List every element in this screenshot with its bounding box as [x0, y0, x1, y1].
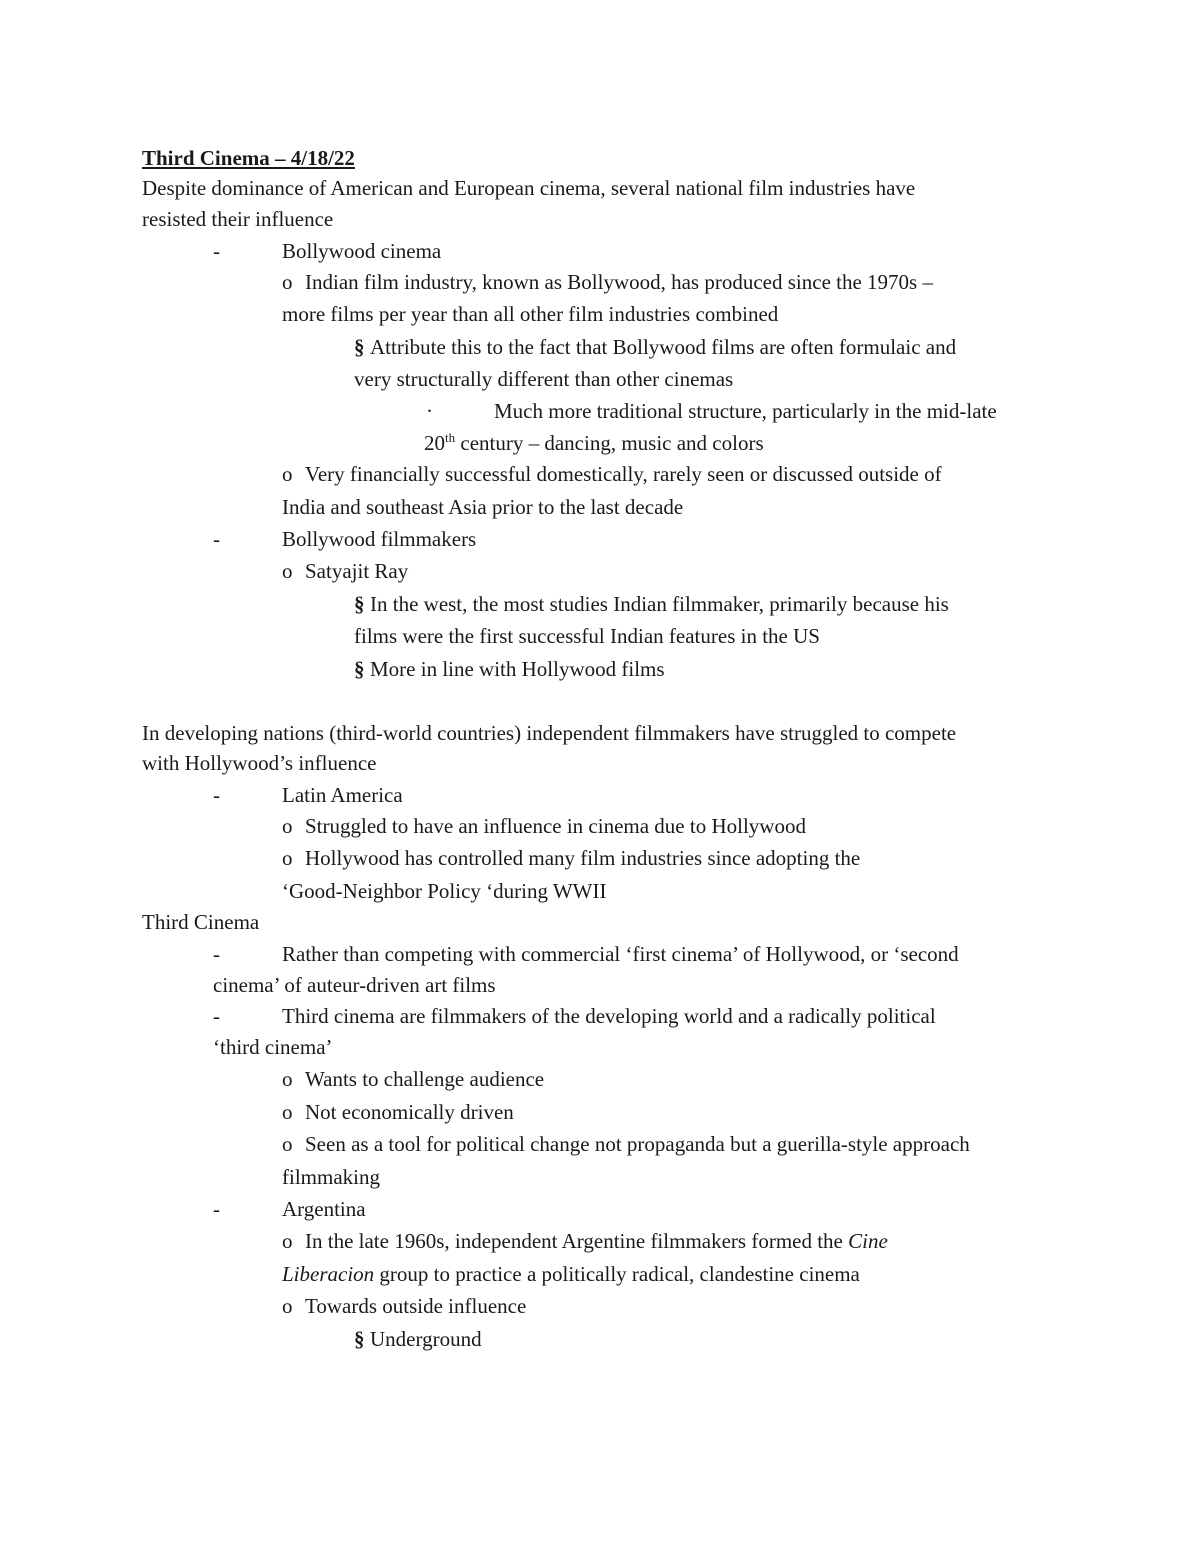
- list-item-continuation: [282, 1261, 860, 1287]
- dash-bullet: -: [213, 1004, 220, 1028]
- line-text: group to practice a politically radical, clandestine cinema: [374, 1262, 860, 1286]
- dot-bullet: ·: [426, 399, 433, 423]
- section-bullet: §: [354, 335, 365, 359]
- list-item: Not economically driven: [305, 1100, 514, 1124]
- paragraph-line: In developing nations (third-world countries) independent filmmakers have struggled to compete: [142, 721, 957, 745]
- list-item: Latin America: [282, 783, 403, 807]
- list-item-continuation: [424, 430, 764, 456]
- dash-bullet: -: [213, 527, 220, 551]
- list-item-continuation: India and southeast Asia prior to the last decade: [282, 495, 684, 519]
- dash-bullet: -: [213, 239, 220, 263]
- section-bullet: §: [354, 657, 365, 681]
- line-text: In the late 1960s, independent Argentine filmmakers formed the: [305, 1229, 849, 1253]
- italic-term: Cine: [848, 1229, 888, 1253]
- list-item-continuation: ‘Good-Neighbor Policy ‘during WWII: [282, 879, 607, 903]
- list-item-continuation: more films per year than all other film industries combined: [282, 302, 779, 326]
- italic-term: Liberacion: [282, 1262, 375, 1286]
- list-item: In the west, the most studies Indian filmmaker, primarily because his: [370, 592, 949, 616]
- circle-bullet: o: [282, 1100, 293, 1124]
- list-item: Bollywood cinema: [282, 239, 442, 263]
- line-text: century – dancing, music and colors: [455, 431, 764, 455]
- list-item: Indian film industry, known as Bollywood, has produced since the 1970s –: [305, 270, 933, 294]
- dash-bullet: -: [213, 783, 220, 807]
- list-item: Wants to challenge audience: [305, 1067, 545, 1091]
- paragraph-line: resisted their influence: [142, 207, 334, 231]
- dash-bullet: -: [213, 942, 220, 966]
- circle-bullet: o: [282, 814, 293, 838]
- list-item-continuation: ‘third cinema’: [213, 1035, 333, 1059]
- list-item: Hollywood has controlled many film industries since adopting the: [305, 846, 861, 870]
- list-item: Towards outside influence: [305, 1294, 527, 1318]
- ordinal-number: 20: [424, 431, 445, 455]
- dash-bullet: -: [213, 1197, 220, 1221]
- circle-bullet: o: [282, 1132, 293, 1156]
- circle-bullet: o: [282, 559, 293, 583]
- list-item-continuation: filmmaking: [282, 1165, 380, 1189]
- section-heading: Third Cinema: [142, 910, 260, 934]
- page-title: Third Cinema – 4/18/22: [142, 146, 355, 170]
- list-item: Seen as a tool for political change not propaganda but a guerilla-style approach: [305, 1132, 970, 1156]
- list-item: Third cinema are filmmakers of the developing world and a radically political: [282, 1004, 936, 1028]
- circle-bullet: o: [282, 1229, 293, 1253]
- list-item-continuation: very structurally different than other cinemas: [354, 367, 734, 391]
- circle-bullet: o: [282, 846, 293, 870]
- circle-bullet: o: [282, 1067, 293, 1091]
- list-item: Bollywood filmmakers: [282, 527, 477, 551]
- paragraph-line: with Hollywood’s influence: [142, 751, 377, 775]
- paragraph-line: Despite dominance of American and European cinema, several national film industries have: [142, 176, 916, 200]
- section-bullet: §: [354, 592, 365, 616]
- list-item: Argentina: [282, 1197, 366, 1221]
- list-item-continuation: cinema’ of auteur-driven art films: [213, 973, 496, 997]
- circle-bullet: o: [282, 462, 293, 486]
- list-item: Very financially successful domestically, rarely seen or discussed outside of: [305, 462, 942, 486]
- list-item: Attribute this to the fact that Bollywood films are often formulaic and: [370, 335, 957, 359]
- list-item: Much more traditional structure, particularly in the mid-late: [494, 399, 997, 423]
- list-item: More in line with Hollywood films: [370, 657, 665, 681]
- list-item: [305, 1228, 888, 1254]
- section-bullet: §: [354, 1327, 365, 1351]
- list-item: Satyajit Ray: [305, 559, 409, 583]
- list-item: Struggled to have an influence in cinema due to Hollywood: [305, 814, 806, 838]
- circle-bullet: o: [282, 270, 293, 294]
- list-item: Underground: [370, 1327, 482, 1351]
- list-item: Rather than competing with commercial ‘first cinema’ of Hollywood, or ‘second: [282, 942, 959, 966]
- circle-bullet: o: [282, 1294, 293, 1318]
- list-item-continuation: films were the first successful Indian features in the US: [354, 624, 820, 648]
- ordinal-suffix: th: [445, 430, 456, 445]
